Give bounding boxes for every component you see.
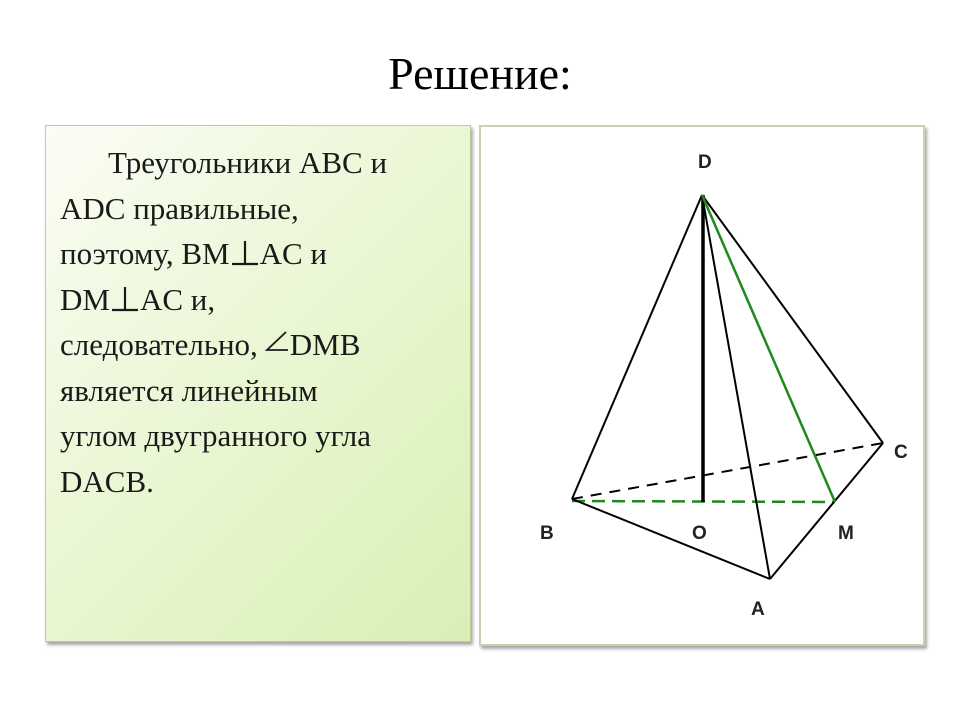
slide-title: Решение: — [388, 48, 572, 99]
text-line-8: DACB. — [60, 463, 154, 499]
solution-text — [60, 140, 460, 504]
text-line-3 — [60, 231, 460, 277]
angle-icon — [264, 329, 290, 353]
text-line-3-b: AC и — [259, 236, 327, 271]
label-c: C — [894, 442, 908, 463]
text-line-5 — [60, 322, 460, 368]
text-line-2: ADC правильные, — [60, 190, 299, 226]
edge-da — [702, 195, 770, 579]
text-line-5-a: следовательно, — [60, 327, 258, 362]
edge-db — [572, 195, 702, 499]
text-line-1-content: Треугольники ABC и — [108, 145, 388, 180]
text-line-6: является линейным — [60, 372, 318, 408]
pyramid-figure-panel — [479, 125, 925, 646]
text-line-7: углом двугранного угла — [60, 418, 371, 453]
text-line-4 — [60, 277, 460, 323]
edge-ac — [770, 443, 883, 579]
label-o: O — [692, 523, 707, 544]
text-line-4-b: AC и, — [139, 281, 216, 317]
label-b: B — [540, 523, 554, 544]
text-line-4-a: DM — [60, 281, 110, 317]
text-line-3-a: поэтому, BM — [60, 236, 230, 271]
perpendicular-icon — [110, 285, 140, 313]
perpendicular-icon — [230, 239, 260, 267]
label-m: M — [838, 523, 854, 544]
label-a: A — [751, 599, 765, 620]
pyramid-diagram — [481, 127, 927, 648]
label-d: D — [698, 152, 712, 173]
solution-text-panel — [45, 125, 471, 642]
text-line-5-b: DMB — [289, 327, 361, 362]
edge-ba — [572, 499, 770, 579]
edge-bc-hidden — [572, 443, 883, 499]
text-line-1 — [60, 140, 460, 186]
